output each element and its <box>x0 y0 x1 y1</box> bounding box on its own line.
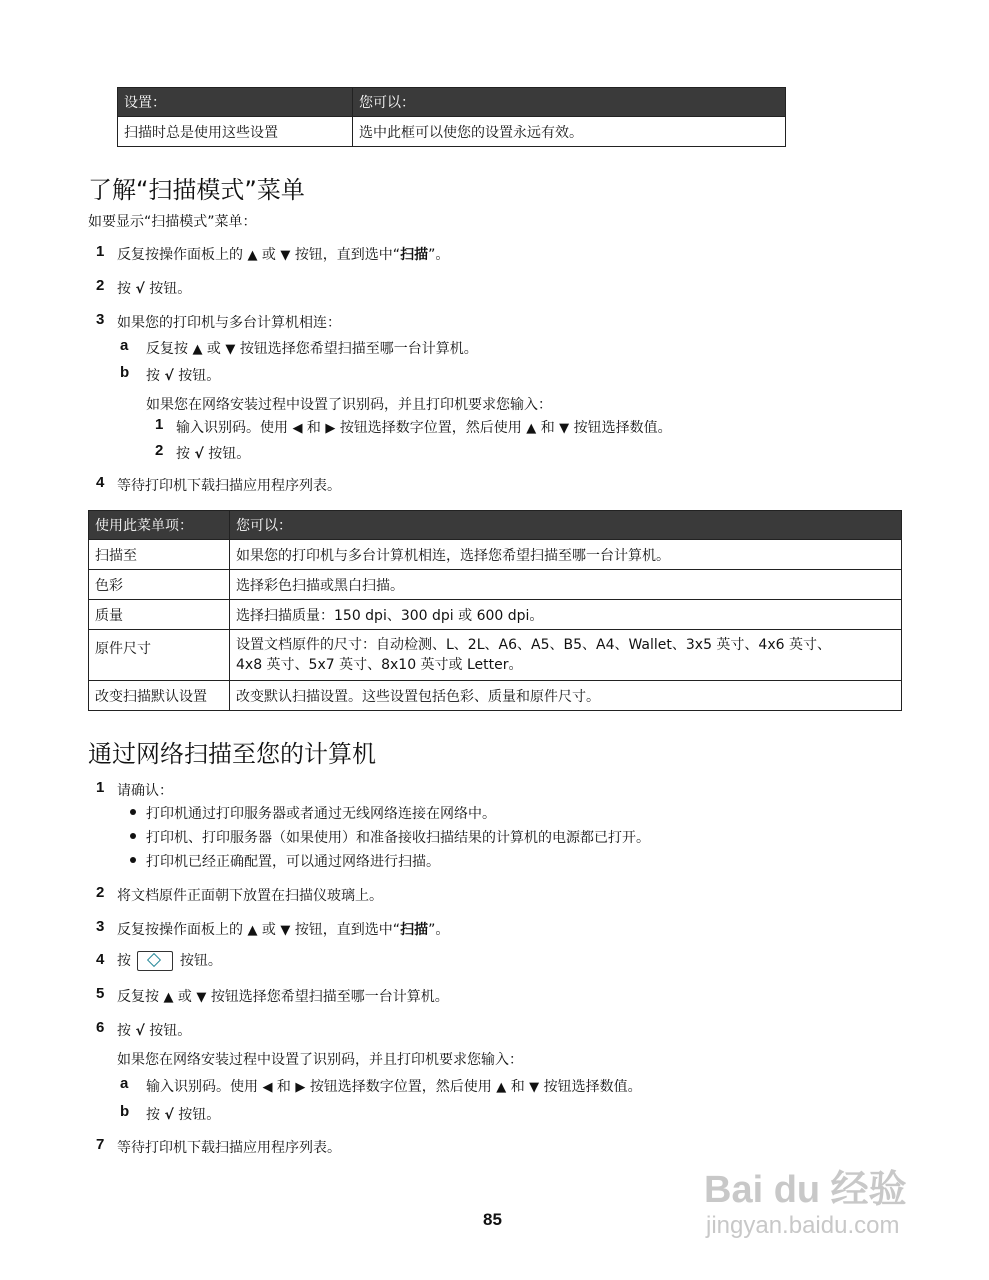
up-arrow-icon: ▲ <box>163 990 174 1005</box>
table-header: 您可以： <box>230 511 902 540</box>
step-text: 按 √ 按钮。 <box>146 1107 221 1123</box>
check-icon: √ <box>135 1023 145 1039</box>
step-text: 反复按操作面板上的 ▲ 或 ▼ 按钮，直到选中“扫描”。 <box>117 247 450 263</box>
watermark-logo: Bai du 经验 <box>704 1169 907 1211</box>
down-arrow-icon: ▼ <box>280 923 291 938</box>
up-arrow-icon: ▲ <box>526 421 537 436</box>
step-number: 6 <box>96 1019 105 1036</box>
settings-table <box>117 87 786 147</box>
check-icon: √ <box>164 368 174 384</box>
substep-letter: a <box>120 1075 129 1092</box>
note-text: 如果您在网络安装过程中设置了识别码，并且打印机要求您输入： <box>117 1052 523 1068</box>
step-number: 4 <box>96 474 105 491</box>
down-arrow-icon: ▼ <box>280 248 291 263</box>
table-row <box>89 540 902 570</box>
step-number: 1 <box>96 779 105 796</box>
table-cell: 如果您的打印机与多台计算机相连，选择您希望扫描至哪一台计算机。 <box>230 540 902 570</box>
step-number: 1 <box>155 416 164 433</box>
step-text: 输入识别码。使用 ◀ 和 ▶ 按钮选择数字位置，然后使用 ▲ 和 ▼ 按钮选择数值。 <box>176 420 672 436</box>
table-row <box>89 570 902 600</box>
table-cell: 改变默认扫描设置。这些设置包括色彩、质量和原件尺寸。 <box>230 681 902 711</box>
table-row <box>89 681 902 711</box>
step-text: 反复按操作面板上的 ▲ 或 ▼ 按钮，直到选中“扫描”。 <box>117 922 450 938</box>
bullet-icon <box>130 809 136 815</box>
down-arrow-icon: ▼ <box>225 342 236 357</box>
step-number: 1 <box>96 243 105 260</box>
step-number: 2 <box>96 277 105 294</box>
list-item: 打印机已经正确配置，可以通过网络进行扫描。 <box>146 854 440 870</box>
step-number: 7 <box>96 1136 105 1153</box>
step-text: 按 √ 按钮。 <box>117 1023 192 1039</box>
table-row <box>89 630 902 681</box>
step-text: 等待打印机下载扫描应用程序列表。 <box>117 478 341 494</box>
table-header: 您可以： <box>353 88 786 117</box>
step-number: 2 <box>155 442 164 459</box>
check-icon: √ <box>194 446 204 462</box>
up-arrow-icon: ▲ <box>192 342 203 357</box>
section-title: 了解“扫描模式”菜单 <box>88 176 305 204</box>
left-arrow-icon: ◀ <box>262 1080 273 1095</box>
table-header: 使用此菜单项： <box>89 511 230 540</box>
right-arrow-icon: ▶ <box>295 1080 306 1095</box>
table-row <box>89 600 902 630</box>
page-number: 85 <box>483 1210 502 1229</box>
step-text: 按 √ 按钮。 <box>176 446 251 462</box>
step-text: 将文档原件正面朝下放置在扫描仪玻璃上。 <box>117 888 383 904</box>
substep-letter: a <box>120 337 129 354</box>
up-arrow-icon: ▲ <box>247 248 258 263</box>
up-arrow-icon: ▲ <box>496 1080 507 1095</box>
down-arrow-icon: ▼ <box>559 421 570 436</box>
table-header: 设置： <box>118 88 353 117</box>
step-number: 4 <box>96 951 105 968</box>
check-icon: √ <box>135 281 145 297</box>
right-arrow-icon: ▶ <box>325 421 336 436</box>
down-arrow-icon: ▼ <box>529 1080 540 1095</box>
menu-items-table <box>88 510 902 711</box>
bullet-icon <box>130 833 136 839</box>
check-icon: √ <box>164 1107 174 1123</box>
watermark-url: jingyan.baidu.com <box>706 1212 900 1239</box>
step-text: 按 按钮。 <box>117 953 222 969</box>
table-cell: 设置文档原件的尺寸：自动检测、L、2L、A6、A5、B5、A4、Wallet、3x5 英寸、4x6 英寸、 4x8 英寸、5x7 英寸、8x10 英寸或 Letter。 <box>230 630 902 681</box>
note-text: 如果您在网络安装过程中设置了识别码，并且打印机要求您输入： <box>146 397 552 413</box>
step-text: 按 √ 按钮。 <box>117 281 192 297</box>
step-number: 5 <box>96 985 105 1002</box>
left-arrow-icon: ◀ <box>292 421 303 436</box>
table-cell: 改变扫描默认设置 <box>89 681 230 711</box>
step-text: 输入识别码。使用 ◀ 和 ▶ 按钮选择数字位置，然后使用 ▲ 和 ▼ 按钮选择数值。 <box>146 1079 642 1095</box>
step-text: 按 √ 按钮。 <box>146 368 221 384</box>
list-item: 打印机通过打印服务器或者通过无线网络连接在网络中。 <box>146 806 496 822</box>
step-text: 如果您的打印机与多台计算机相连： <box>117 315 341 331</box>
table-cell: 扫描至 <box>89 540 230 570</box>
table-cell: 扫描时总是使用这些设置 <box>118 117 353 147</box>
list-item: 打印机、打印服务器（如果使用）和准备接收扫描结果的计算机的电源都已打开。 <box>146 830 650 846</box>
table-cell: 选中此框可以使您的设置永远有效。 <box>353 117 786 147</box>
bullet-icon <box>130 857 136 863</box>
step-number: 3 <box>96 311 105 328</box>
step-text: 请确认： <box>117 783 173 799</box>
table-cell: 色彩 <box>89 570 230 600</box>
up-arrow-icon: ▲ <box>247 923 258 938</box>
table-cell: 选择扫描质量：150 dpi、300 dpi 或 600 dpi。 <box>230 600 902 630</box>
step-text: 反复按 ▲ 或 ▼ 按钮选择您希望扫描至哪一台计算机。 <box>117 989 449 1005</box>
step-number: 2 <box>96 884 105 901</box>
table-cell: 选择彩色扫描或黑白扫描。 <box>230 570 902 600</box>
substep-letter: b <box>120 364 130 381</box>
substep-letter: b <box>120 1103 130 1120</box>
start-button-icon <box>137 951 173 971</box>
step-text: 反复按 ▲ 或 ▼ 按钮选择您希望扫描至哪一台计算机。 <box>146 341 478 357</box>
down-arrow-icon: ▼ <box>196 990 207 1005</box>
section-title: 通过网络扫描至您的计算机 <box>88 740 376 768</box>
table-cell: 原件尺寸 <box>89 630 230 681</box>
table-cell: 质量 <box>89 600 230 630</box>
intro-text: 如要显示“扫描模式”菜单： <box>88 214 257 230</box>
step-number: 3 <box>96 918 105 935</box>
step-text: 等待打印机下载扫描应用程序列表。 <box>117 1140 341 1156</box>
